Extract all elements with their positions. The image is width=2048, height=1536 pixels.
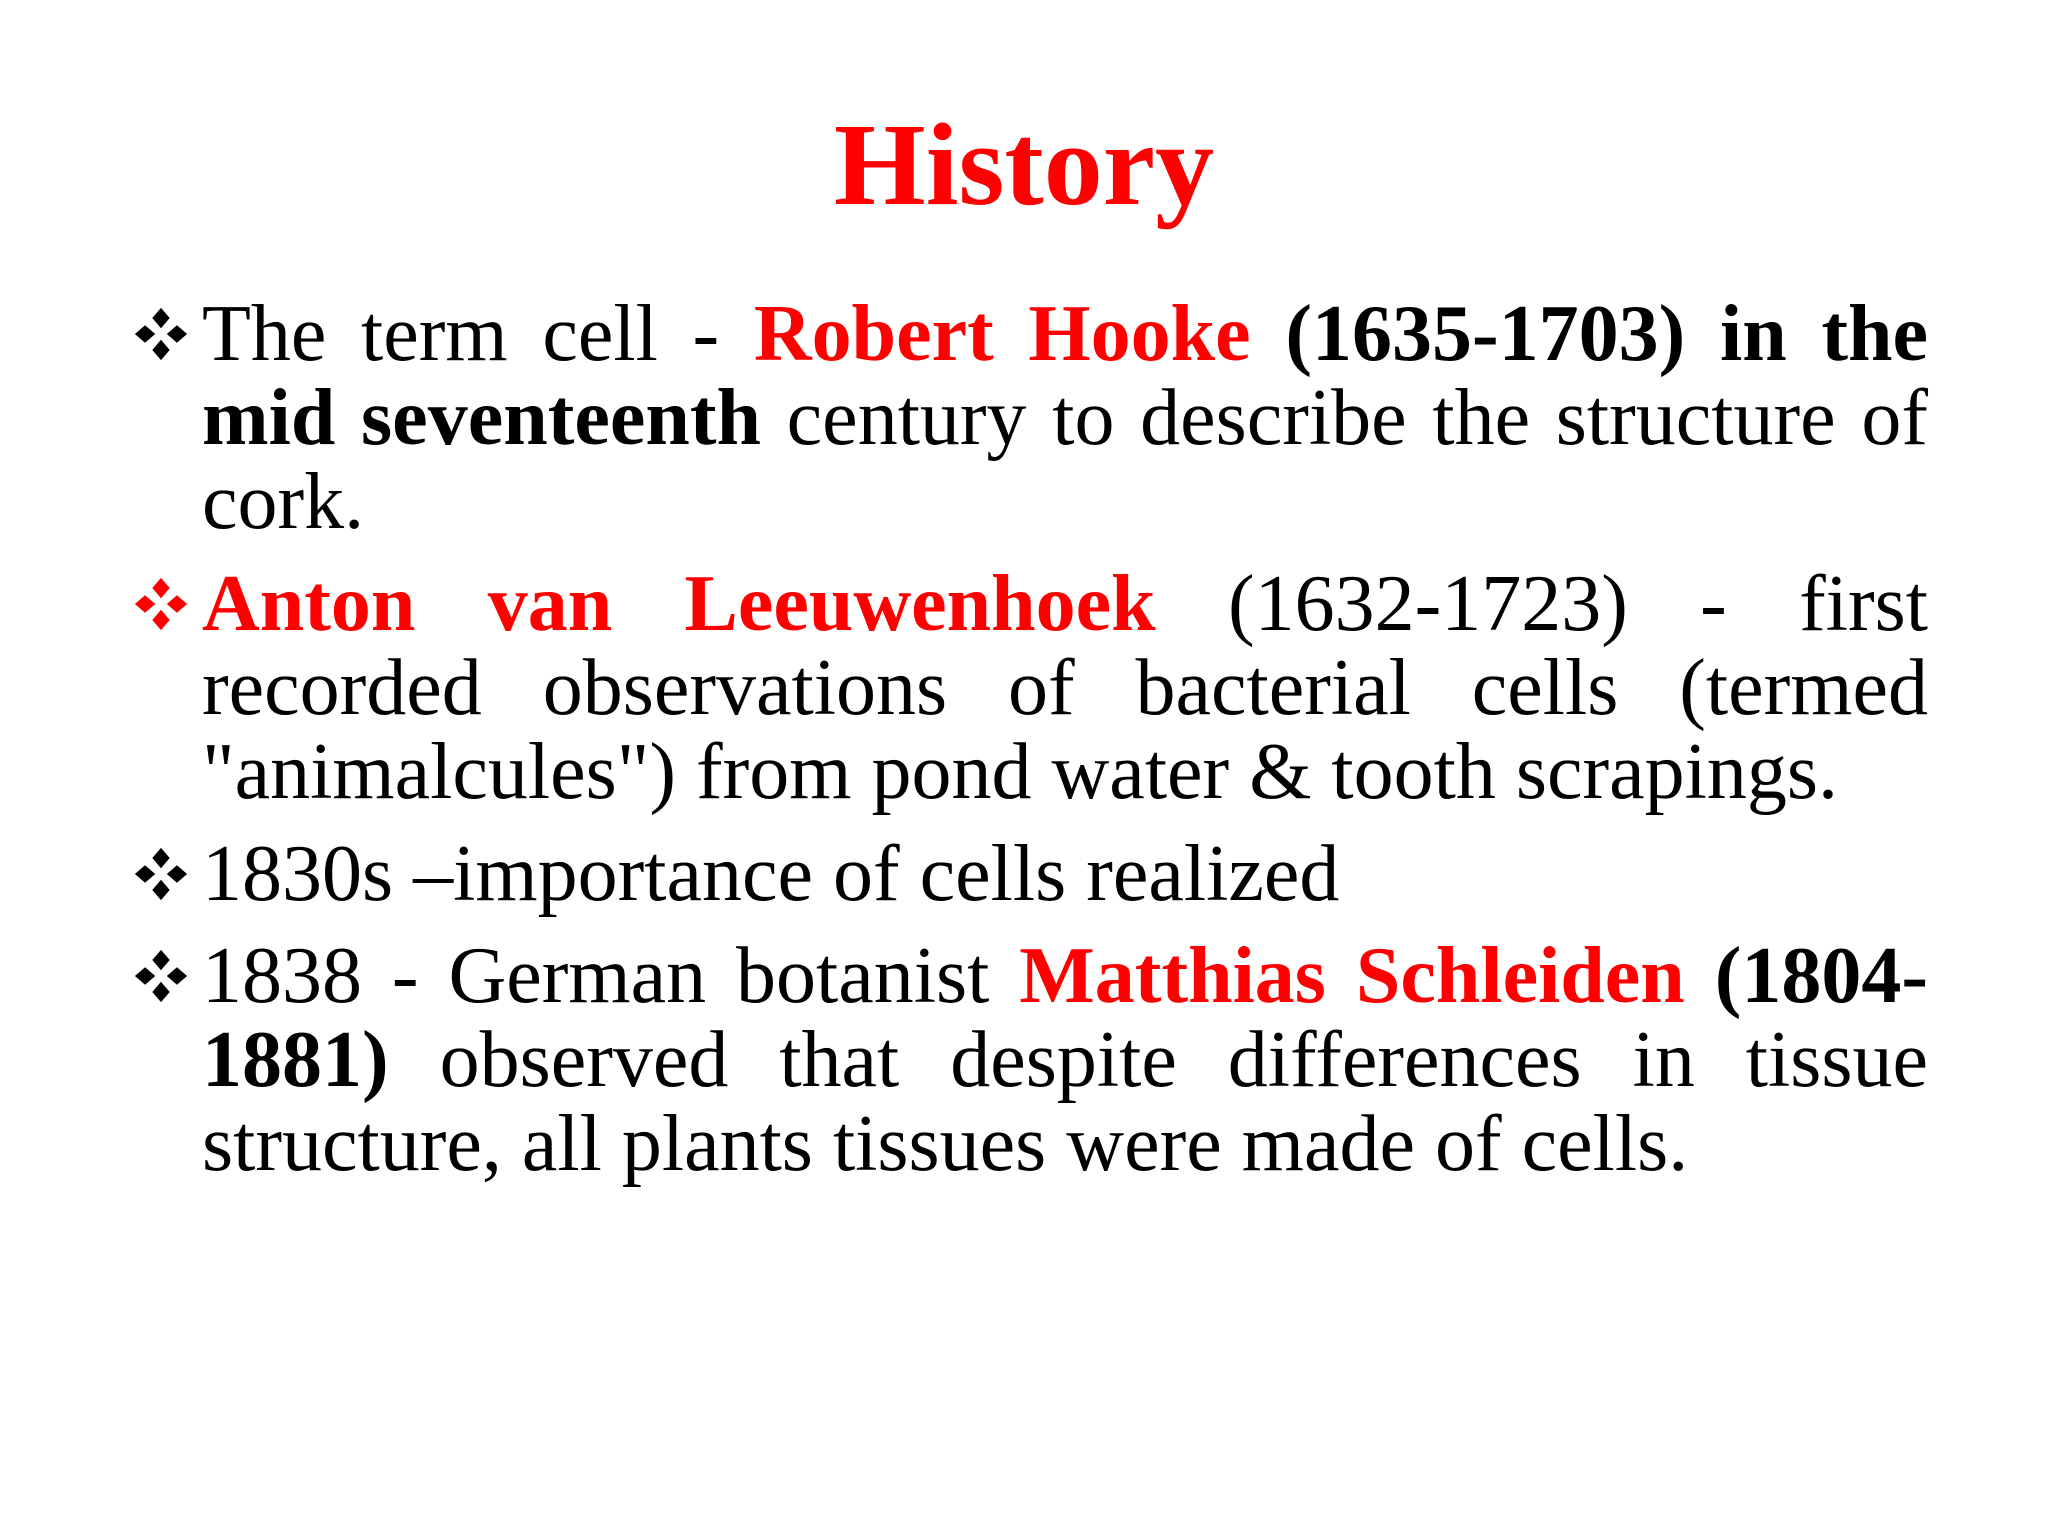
bullet-text: observed that despite differences in tissue structure, all plants tissues were made of cells. <box>202 1016 1928 1188</box>
bullet-text: (1632-1723) - first recorded observations of bacterial cells (termed "animalcules") from pond water & tooth scrapings. <box>202 560 1928 816</box>
bullet-text <box>1685 932 1715 1020</box>
bullet-text: 1838 - German botanist <box>202 932 1020 1020</box>
scientist-name: Anton van Leeuwenhoek <box>202 560 1156 648</box>
bullet-text: century to describe the structure of cork. <box>202 374 1929 546</box>
bullet-item-hooke <box>132 292 1928 544</box>
bullet-item-leeuwenhoek <box>132 562 1928 814</box>
scientist-name: Robert Hooke <box>753 290 1251 378</box>
slide-title: History <box>833 99 1215 230</box>
scientist-name: Matthias Schleiden <box>1019 932 1685 1020</box>
emphasis-text: (1804-1881) <box>202 932 1929 1104</box>
emphasis-text: (1635-1703) in the mid seventeenth <box>202 290 1929 462</box>
bullet-text: 1830s –importance of cells realized <box>202 830 1340 918</box>
four-diamond-bullet-icon <box>132 832 202 916</box>
bullet-list <box>132 292 1928 1204</box>
bullet-text: The term cell - <box>202 290 754 378</box>
bullet-item-schleiden <box>132 934 1928 1186</box>
bullet-text <box>1251 290 1286 378</box>
four-diamond-bullet-icon <box>132 292 202 376</box>
bullet-item-1830s <box>132 832 1928 916</box>
four-diamond-bullet-icon <box>132 562 202 646</box>
four-diamond-bullet-icon <box>132 934 202 1018</box>
